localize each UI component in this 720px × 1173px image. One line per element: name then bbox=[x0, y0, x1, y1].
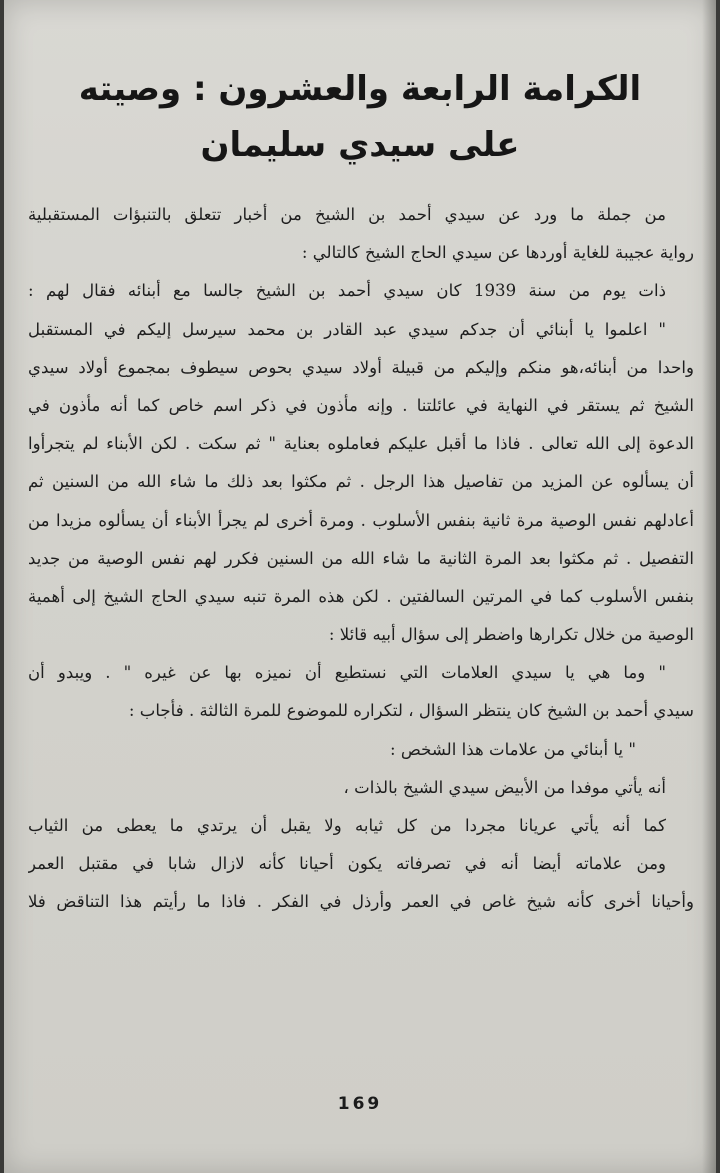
text-line: الوصية من خلال تكرارها واضطر إلى سؤال أبيه قائلا : bbox=[328, 625, 694, 645]
text-line: " اعلموا يا أبنائي أن جدكم سيدي عبد القادر بن محمد سيرسل إليكم في المستقبل bbox=[28, 319, 666, 339]
text-line: رواية عجيبة للغاية أوردها عن سيدي الحاج الشيخ كالتالي : bbox=[301, 243, 694, 263]
book-page bbox=[4, 0, 716, 1173]
text-line: الشيخ ثم يستقر في النهاية في عائلتنا . وإنه مأذون في ذكر اسم خاص كما أنه مأذون في bbox=[28, 395, 694, 415]
text-line: ذات يوم من سنة 1939 كان سيدي أحمد بن الشيخ جالسا مع أبنائه فقال لهم : bbox=[28, 281, 666, 301]
text-line: التفصيل . ثم مكثوا بعد المرة الثانية ما شاء الله من السنين فكرر لهم نفس الوصية من جديد bbox=[28, 548, 694, 568]
text-line: أعادلهم نفس الوصية مرة ثانية بنفس الأسلوب . ومرة أخرى لم يجرأ الأبناء أن يسألوه مزيدا من bbox=[28, 510, 694, 530]
text-line: " يا أبنائي من علامات هذا الشخص : bbox=[389, 739, 636, 759]
text-line: واحدا من أبنائه،هو منكم وإليكم من قبيلة أولاد سيدي بحوص سيطوف بمجموع أولاد سيدي bbox=[28, 357, 694, 377]
text-line: أنه يأتي موفدا من الأبيض سيدي الشيخ بالذات ، bbox=[343, 777, 666, 797]
text-line: بنفس الأسلوب كما في المرتين السالفتين . لكن هذه المرة تنبه سيدي الحاج الشيخ إلى أهمية bbox=[28, 586, 694, 606]
text-line: أن يسألوه عن المزيد من تفاصيل هذا الرجل . ثم مكثوا بعد ذلك ما شاء الله من السنين ثم bbox=[28, 472, 694, 492]
text-line: سيدي أحمد بن الشيخ كان ينتظر السؤال ، لتكراره للموضوع للمرة الثالثة . فأجاب : bbox=[128, 701, 694, 721]
text-line: وأحيانا أخرى كأنه شيخ غاص في العمر وأرذل في الفكر . فاذا ما رأيتم هذا التناقض فلا bbox=[28, 892, 694, 912]
text-line: كما أنه يأتي عريانا مجردا من كل ثيابه ولا يقبل أن يرتدي ما يعطى من الثياب bbox=[28, 816, 666, 835]
text-line: من جملة ما ورد عن سيدي أحمد بن الشيخ من أخبار تتعلق بالتنبؤات المستقبلية bbox=[28, 205, 666, 224]
text-line: " وما هي يا سيدي العلامات التي نستطيع أن نميزه بها عن غيره " . ويبدو أن bbox=[28, 663, 666, 683]
page-body-text bbox=[28, 196, 694, 922]
page-edge-shadow bbox=[702, 0, 716, 1173]
text-line: ومن علاماته أيضا أنه في تصرفاته يكون أحيانا كأنه لازال شابا في مقتبل العمر bbox=[28, 854, 666, 874]
chapter-title: الكرامة الرابعة والعشرون : وصيته على سيدي سليمان bbox=[78, 68, 642, 165]
text-line: الدعوة إلى الله تعالى . فاذا ما أقبل عليكم فعاملوه بعناية " ثم سكت . لكن الأبناء لم يتجرأوا bbox=[28, 434, 694, 454]
page-number: 169 bbox=[337, 1094, 383, 1114]
